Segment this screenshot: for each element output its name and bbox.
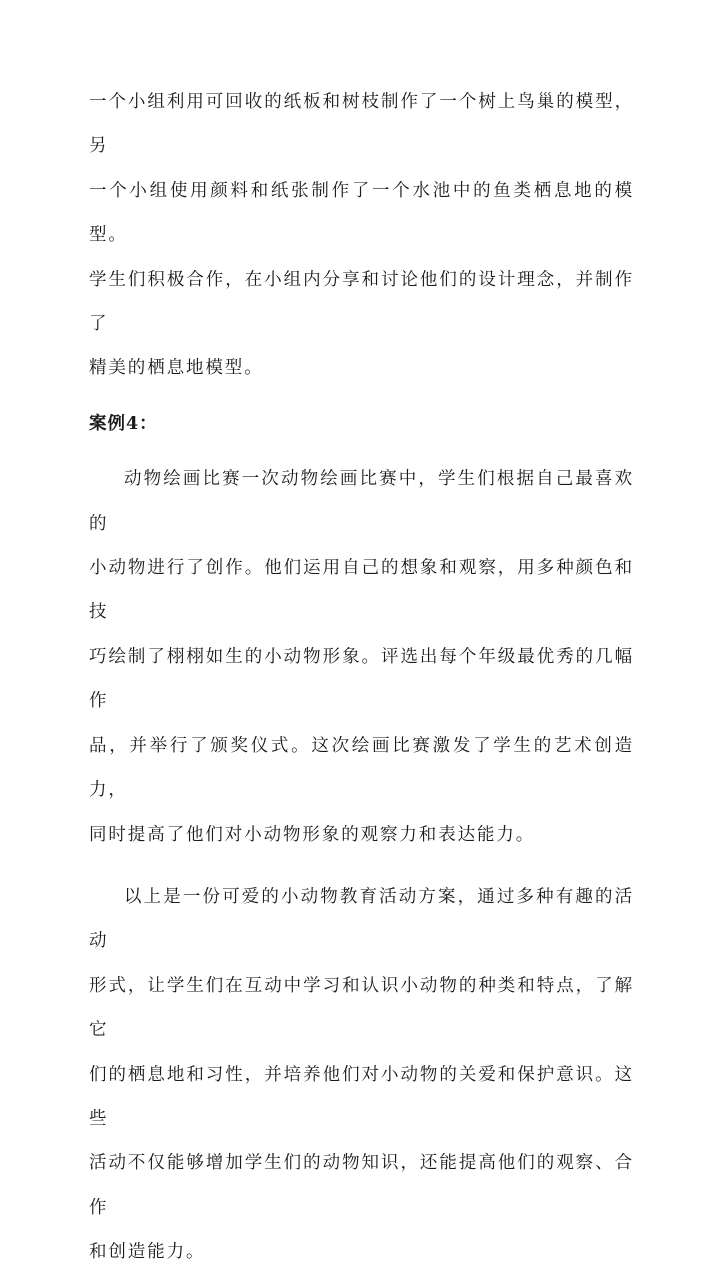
- text-line: 动物绘画比赛一次动物绘画比赛中，学生们根据自己最喜欢的: [89, 469, 634, 534]
- text-line: 一个小组使用颜料和纸张制作了一个水池中的鱼类栖息地的模型。: [89, 180, 634, 246]
- text-line: 品，并举行了颁奖仪式。这次绘画比赛激发了学生的艺术创造力，: [89, 735, 634, 801]
- text-line: 学生们积极合作，在小组内分享和讨论他们的设计理念，并制作了: [89, 269, 634, 335]
- paragraph-birds-nest-model: [89, 80, 634, 391]
- document-body: [89, 80, 634, 1275]
- text-line: 巧绘制了栩栩如生的小动物形象。评选出每个年级最优秀的几幅作: [89, 646, 634, 712]
- text-line: 小动物进行了创作。他们运用自己的想象和观察，用多种颜色和技: [89, 558, 634, 623]
- paragraph-painting-contest: [89, 457, 634, 857]
- case-4-heading: 案例4：: [89, 413, 158, 434]
- text-line: 们的栖息地和习性，并培养他们对小动物的关爱和保护意识。这些: [89, 1064, 634, 1129]
- paragraph-summary: [89, 875, 634, 1275]
- text-line: 和创造能力。: [89, 1242, 206, 1263]
- text-line: 活动不仅能够增加学生们的动物知识，还能提高他们的观察、合作: [89, 1153, 634, 1218]
- text-line: 同时提高了他们对小动物形象的观察力和表达能力。: [89, 824, 536, 845]
- text-line: 精美的栖息地模型。: [89, 358, 264, 379]
- text-line: 以上是一份可爱的小动物教育活动方案，通过多种有趣的活动: [89, 886, 634, 952]
- text-line: 一个小组利用可回收的纸板和树枝制作了一个树上鸟巢的模型，另: [89, 92, 634, 157]
- text-line: 形式，让学生们在互动中学习和认识小动物的种类和特点，了解它: [89, 975, 634, 1041]
